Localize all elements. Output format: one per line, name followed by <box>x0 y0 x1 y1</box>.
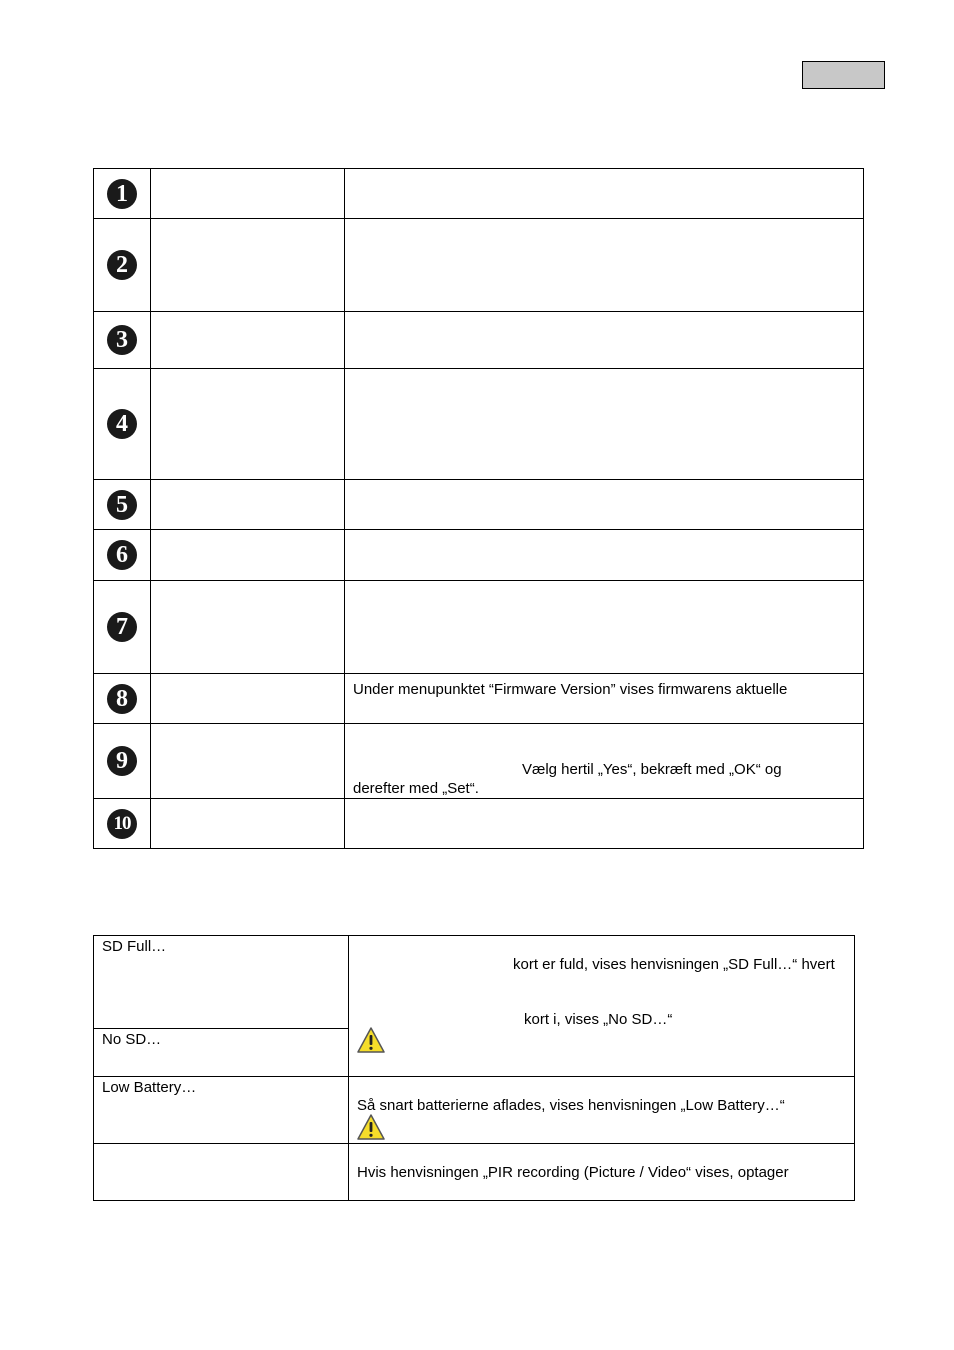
sd-full-label: SD Full… <box>94 936 349 1029</box>
item-name <box>151 674 345 724</box>
item-name <box>151 480 345 530</box>
table-row <box>94 581 864 674</box>
item-description <box>345 369 864 480</box>
sd-messages-description <box>349 936 855 1077</box>
pir-text: Hvis henvisningen „PIR recording (Picture / Video“ vises, optager <box>357 1164 789 1181</box>
table-row <box>94 799 864 849</box>
number-9-icon: 9 <box>107 746 137 776</box>
number-10-icon: 10 <box>107 809 137 839</box>
item-description <box>345 581 864 674</box>
description-line-1: Vælg hertil „Yes“, bekræft med „OK“ og <box>522 761 782 778</box>
item-description <box>345 219 864 312</box>
table-row <box>94 724 864 799</box>
item-name <box>151 530 345 581</box>
low-battery-description <box>349 1077 855 1144</box>
language-tab <box>802 61 885 89</box>
status-messages-table <box>93 935 855 1201</box>
item-description <box>345 312 864 369</box>
number-5-icon: 5 <box>107 490 137 520</box>
item-name <box>151 169 345 219</box>
low-battery-label: Low Battery… <box>94 1077 349 1144</box>
table-row <box>94 369 864 480</box>
item-description <box>345 724 864 799</box>
no-sd-text: kort i, vises „No SD…“ <box>524 1011 673 1028</box>
warning-triangle-icon <box>356 1113 386 1141</box>
item-name <box>151 581 345 674</box>
table-row <box>94 1077 855 1144</box>
pir-description <box>349 1144 855 1201</box>
table-row <box>94 312 864 369</box>
number-4-icon: 4 <box>107 409 137 439</box>
item-description <box>345 480 864 530</box>
table-row <box>94 480 864 530</box>
warning-triangle-icon <box>356 1026 386 1054</box>
item-name <box>151 724 345 799</box>
no-sd-label: No SD… <box>94 1029 349 1077</box>
description-line-2: derefter med „Set“. <box>353 780 479 797</box>
item-description: Under menupunktet “Firmware Version” vises firmwarens aktuelle <box>345 674 864 724</box>
item-name <box>151 219 345 312</box>
number-1-icon: 1 <box>107 179 137 209</box>
table-row <box>94 936 855 1029</box>
number-6-icon: 6 <box>107 540 137 570</box>
table-row <box>94 219 864 312</box>
table-row <box>94 674 864 724</box>
item-description <box>345 799 864 849</box>
menu-items-table <box>93 168 864 849</box>
number-8-icon: 8 <box>107 684 137 714</box>
table-row <box>94 1144 855 1201</box>
item-name <box>151 369 345 480</box>
item-name <box>151 312 345 369</box>
item-description <box>345 530 864 581</box>
pir-label <box>94 1144 349 1201</box>
number-7-icon: 7 <box>107 612 137 642</box>
low-battery-text: Så snart batterierne aflades, vises henvisningen „Low Battery…“ <box>357 1097 785 1114</box>
number-3-icon: 3 <box>107 325 137 355</box>
item-description <box>345 169 864 219</box>
table-row <box>94 530 864 581</box>
item-name <box>151 799 345 849</box>
table-row <box>94 169 864 219</box>
number-2-icon: 2 <box>107 250 137 280</box>
sd-full-text: kort er fuld, vises henvisningen „SD Full…“ hvert <box>513 956 835 973</box>
